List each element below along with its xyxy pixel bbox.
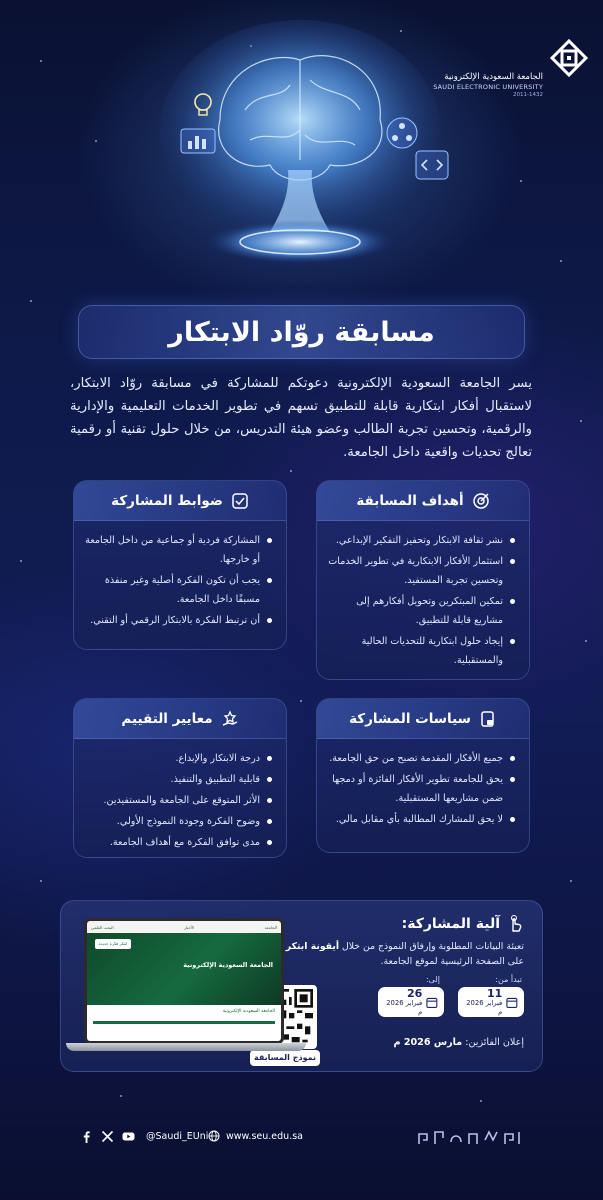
footer (0, 1120, 603, 1160)
qr-form-label[interactable]: نموذج المسابقة (250, 1050, 320, 1066)
end-date-label: إلى: (425, 975, 440, 984)
rules-list (74, 521, 286, 642)
goals-list (317, 521, 529, 680)
mechanism-desc-line: على الصفحة الرئيسية لموقع الجامعة. (380, 956, 524, 967)
site-nav-item: الأخبار (183, 924, 195, 930)
document-lock-icon (479, 710, 497, 728)
calendar-icon (506, 996, 518, 1009)
site-nav-item: الجامعة (264, 924, 277, 930)
winners-label: إعلان الفائزين: (465, 1037, 524, 1048)
x-twitter-icon[interactable] (101, 1130, 114, 1143)
laptop-website-mockup (66, 912, 306, 1052)
competition-title-banner (78, 305, 525, 359)
site-navbar (87, 921, 281, 933)
list-item: لا يحق للمشارك المطالبة بأي مقابل مالي. (327, 810, 515, 829)
website-url[interactable]: www.seu.edu.sa (226, 1130, 303, 1142)
target-icon (472, 492, 490, 510)
list-item: جميع الأفكار المقدمة تصبح من حق الجامعة. (327, 749, 515, 768)
mechanism-desc-line: تعبئة البيانات المطلوبة وإرفاق النموذج من خلال (342, 941, 524, 952)
list-item: قابلية التطبيق والتنفيذ. (84, 770, 272, 789)
start-day: 11 (486, 986, 503, 1000)
end-date-box (378, 987, 444, 1017)
end-month: فبراير 2026 م (386, 998, 423, 1016)
start-month: فبراير 2026 م (466, 998, 503, 1016)
criteria-list (74, 739, 286, 858)
policies-card-header (317, 699, 529, 739)
winners-announcement (393, 1037, 524, 1048)
globe-icon (208, 1130, 220, 1142)
start-date-box (458, 987, 524, 1017)
network-icon (385, 116, 419, 150)
laptop-screen (84, 918, 284, 1044)
facebook-icon[interactable] (80, 1130, 93, 1143)
list-item: درجة الابتكار والإبداع. (84, 749, 272, 768)
list-item: يجب أن تكون الفكرة أصلية وغير منفذة مسبقًا داخل الجامعة. (84, 571, 272, 609)
list-item: استثمار الأفكار الابتكارية في تطوير الخدمات وتحسين تجربة المستفيد. (327, 552, 515, 590)
innovate-icon-name: أيقونة ابتكر (285, 941, 340, 952)
rules-card (73, 480, 287, 650)
winners-date: مارس 2026 م (393, 1037, 463, 1048)
list-item: مدى توافق الفكرة مع أهداف الجامعة. (84, 833, 272, 852)
social-links (80, 1130, 208, 1143)
rules-card-title: ضوابط المشاركة (111, 492, 223, 509)
site-divider (93, 1021, 275, 1024)
logo-name-en: SAUDI ELECTRONIC UNIVERSITY (433, 83, 543, 91)
site-nav-item: البحث العلمي (91, 924, 114, 930)
policies-card-title: سياسات المشاركة (349, 710, 471, 727)
goals-card-header (317, 481, 529, 521)
site-hero (87, 933, 281, 1005)
site-hero-title: الجامعة السعودية الإلكترونية (183, 961, 273, 969)
policies-list (317, 739, 529, 841)
logo-name-ar: الجامعة السعودية الإلكترونية (444, 72, 543, 82)
goals-card (316, 480, 530, 680)
pointer-hand-icon (506, 915, 524, 933)
end-day: 26 (406, 986, 423, 1000)
lightbulb-icon (188, 90, 218, 120)
list-item: نشر ثقافة الابتكار وتحفيز التفكير الإبداعي. (327, 531, 515, 550)
policies-card (316, 698, 530, 853)
mechanism-title: آلية المشاركة: (401, 916, 500, 932)
list-item: الأثر المتوقع على الجامعة والمستفيدين. (84, 791, 272, 810)
site-body-text: الجامعة السعودية الإلكترونية (222, 1009, 275, 1014)
criteria-card (73, 698, 287, 858)
social-handle[interactable]: @Saudi_EUni (146, 1131, 209, 1142)
criteria-card-header (74, 699, 286, 739)
intro-paragraph: يسر الجامعة السعودية الإلكترونية دعوتكم للمشاركة في مسابقة روّاد الابتكار، لاستقبال أفكار ابتكارية قابلة للتطبيق تسهم في تطوير الخدمات التعليمية والإدارية والرقمية، وتحسين تجربة الطالب وعضو هيئة التدريس، من خلال حلول تقنية أو رقمية تعالج تحديات واقعية داخل الجامعة. (70, 376, 532, 460)
checklist-icon (231, 492, 249, 510)
start-date-label: تبدأ من: (495, 975, 522, 984)
seu-emblem-icon (549, 38, 589, 78)
list-item: وضوح الفكرة وجودة النموذج الأولي. (84, 812, 272, 831)
list-item: أن ترتبط الفكرة بالابتكار الرقمي أو التقني. (84, 611, 272, 630)
list-item: تمكين المبتكرين وتحويل أفكارهم إلى مشاريع قابلة للتطبيق. (327, 592, 515, 630)
list-item: المشاركة فردية أو جماعية من داخل الجامعة أو خارجها. (84, 531, 272, 569)
code-icon (415, 150, 449, 180)
criteria-card-title: معايير التقييم (121, 710, 213, 727)
rules-card-header (74, 481, 286, 521)
innovate-button: ابتكر فكرة جديدة (95, 939, 131, 949)
list-item: إيجاد حلول ابتكارية للتحديات الحالية والمستقبلية. (327, 632, 515, 670)
laptop-base (66, 1043, 306, 1051)
youtube-icon[interactable] (122, 1130, 135, 1143)
mechanism-description (274, 939, 524, 969)
goals-card-title: أهداف المسابقة (356, 492, 464, 509)
bar-chart-icon (180, 128, 216, 154)
hand-star-icon (221, 710, 239, 728)
mechanism-header (402, 915, 524, 933)
list-item: يحق للجامعة تطوير الأفكار الفائزة أو دمجها ضمن مشاريعها المستقبلية. (327, 770, 515, 808)
logo-years: 2011-1432 (513, 92, 543, 98)
decorative-pattern (415, 1128, 525, 1148)
calendar-icon (426, 996, 438, 1009)
page-title: مسابقة روّاد الابتكار (168, 316, 435, 348)
university-logo (429, 38, 589, 98)
site-body (87, 1005, 281, 1041)
website-link[interactable] (208, 1130, 303, 1142)
